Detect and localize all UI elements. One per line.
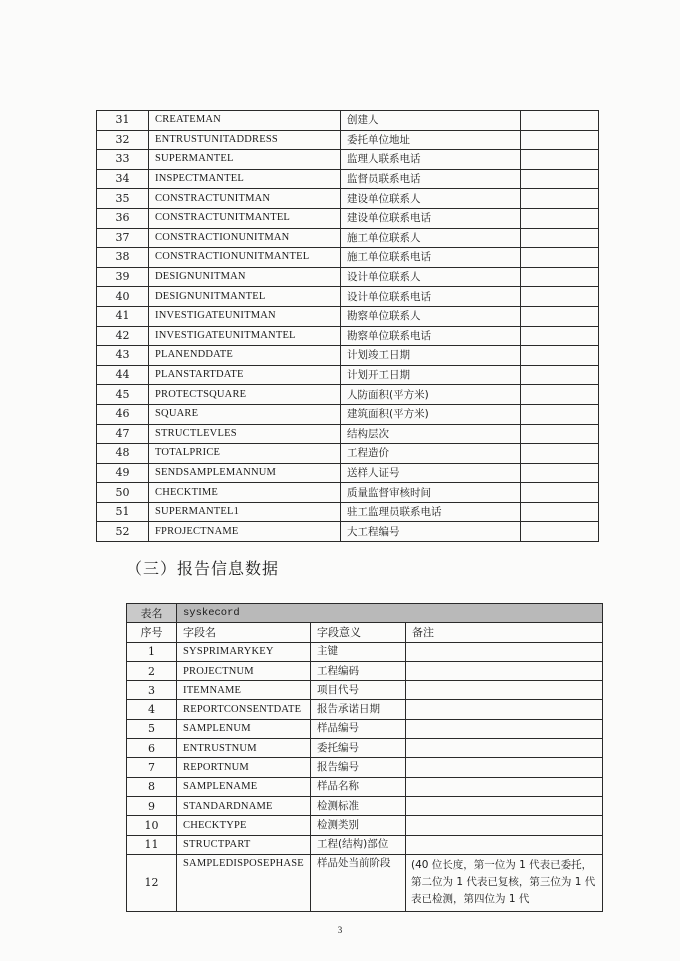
- row-meaning: 工程(结构)部位: [311, 835, 406, 854]
- table-row: [97, 346, 599, 366]
- row-no: 46: [97, 404, 149, 424]
- row-no: 42: [97, 326, 149, 346]
- row-field: SAMPLENUM: [177, 719, 311, 738]
- row-note: [406, 758, 603, 777]
- row-note: [406, 739, 603, 758]
- row-no: 48: [97, 444, 149, 464]
- row-meaning: 人防面积(平方米): [341, 385, 521, 405]
- row-no: 32: [97, 130, 149, 150]
- row-meaning: 监督员联系电话: [341, 169, 521, 189]
- row-no: 3: [127, 681, 177, 700]
- table-row: [97, 208, 599, 228]
- row-meaning: 项目代号: [311, 681, 406, 700]
- row-field: SAMPLENAME: [177, 777, 311, 796]
- table-row: [97, 228, 599, 248]
- row-field: STRUCTPART: [177, 835, 311, 854]
- row-no: 49: [97, 463, 149, 483]
- row-no: 6: [127, 739, 177, 758]
- row-no: 51: [97, 502, 149, 522]
- row-meaning: 计划竣工日期: [341, 346, 521, 366]
- row-no: 50: [97, 483, 149, 503]
- row-no: 43: [97, 346, 149, 366]
- table-row: [97, 444, 599, 464]
- row-field: ITEMNAME: [177, 681, 311, 700]
- table-row: [127, 739, 603, 758]
- row-no: 37: [97, 228, 149, 248]
- table-name-row: [127, 604, 603, 623]
- row-no: 40: [97, 287, 149, 307]
- row-no: 33: [97, 150, 149, 170]
- row-note: [521, 326, 599, 346]
- row-note: [406, 661, 603, 680]
- row-no: 34: [97, 169, 149, 189]
- table-header-row: [127, 623, 603, 642]
- table-row: [97, 189, 599, 209]
- table-name: syskecord: [177, 604, 603, 623]
- table-row: [127, 816, 603, 835]
- row-note: [406, 777, 603, 796]
- row-no: 38: [97, 248, 149, 268]
- row-field: ENTRUSTNUM: [177, 739, 311, 758]
- table-row: [97, 130, 599, 150]
- section-heading: （三）报告信息数据: [126, 559, 280, 578]
- row-field: CONSTRACTIONUNITMANTEL: [149, 248, 341, 268]
- row-meaning: 建设单位联系电话: [341, 208, 521, 228]
- row-no: 9: [127, 796, 177, 815]
- row-no: 47: [97, 424, 149, 444]
- row-no: 52: [97, 522, 149, 542]
- table-row: [127, 796, 603, 815]
- row-field: SUPERMANTEL: [149, 150, 341, 170]
- row-field: PROJECTNUM: [177, 661, 311, 680]
- row-meaning: 报告编号: [311, 758, 406, 777]
- row-field: CHECKTYPE: [177, 816, 311, 835]
- table-row: [127, 854, 603, 911]
- table-row: [127, 835, 603, 854]
- table-row: [97, 424, 599, 444]
- table-row: [97, 483, 599, 503]
- row-no: 7: [127, 758, 177, 777]
- table-row: [97, 306, 599, 326]
- page-number: 3: [337, 925, 343, 935]
- table-row: [97, 502, 599, 522]
- row-field: STRUCTLEVLES: [149, 424, 341, 444]
- row-meaning: 质量监督审核时间: [341, 483, 521, 503]
- row-note: [521, 306, 599, 326]
- row-note: [521, 346, 599, 366]
- row-field: CONSTRACTUNITMAN: [149, 189, 341, 209]
- row-meaning: 建设单位联系人: [341, 189, 521, 209]
- header-no: 序号: [127, 623, 177, 642]
- row-meaning: 报告承诺日期: [311, 700, 406, 719]
- row-meaning: 勘察单位联系人: [341, 306, 521, 326]
- row-no: 41: [97, 306, 149, 326]
- row-field: CHECKTIME: [149, 483, 341, 503]
- row-meaning: 样品名称: [311, 777, 406, 796]
- row-meaning: 建筑面积(平方米): [341, 404, 521, 424]
- row-note: [521, 404, 599, 424]
- row-meaning: 送样人证号: [341, 463, 521, 483]
- table-row: [127, 719, 603, 738]
- row-field: TOTALPRICE: [149, 444, 341, 464]
- row-no: 39: [97, 267, 149, 287]
- row-meaning: 委托编号: [311, 739, 406, 758]
- row-no: 8: [127, 777, 177, 796]
- table-row: [127, 700, 603, 719]
- row-field: SENDSAMPLEMANNUM: [149, 463, 341, 483]
- row-note: [406, 835, 603, 854]
- row-meaning: 委托单位地址: [341, 130, 521, 150]
- row-note: [406, 700, 603, 719]
- row-meaning: 工程造价: [341, 444, 521, 464]
- row-meaning: 勘察单位联系电话: [341, 326, 521, 346]
- table-row: [97, 111, 599, 131]
- table-row: [97, 248, 599, 268]
- table-row: [97, 150, 599, 170]
- row-meaning: 监理人联系电话: [341, 150, 521, 170]
- row-meaning: 设计单位联系电话: [341, 287, 521, 307]
- row-no: 35: [97, 189, 149, 209]
- row-no: 2: [127, 661, 177, 680]
- row-no: 12: [127, 854, 177, 911]
- table-label: 表名: [127, 604, 177, 623]
- table-row: [127, 642, 603, 661]
- table-row: [127, 681, 603, 700]
- row-meaning: 检测标准: [311, 796, 406, 815]
- row-field: REPORTCONSENTDATE: [177, 700, 311, 719]
- row-no: 1: [127, 642, 177, 661]
- row-note: [521, 483, 599, 503]
- table-report-fields: [126, 603, 603, 912]
- row-note: [406, 719, 603, 738]
- row-no: 44: [97, 365, 149, 385]
- table-row: [97, 169, 599, 189]
- row-note: [406, 642, 603, 661]
- row-note: [521, 287, 599, 307]
- row-field: DESIGNUNITMANTEL: [149, 287, 341, 307]
- row-note: (40 位长度，第一位为 1 代表已委托，第二位为 1 代表已复核，第三位为 1 代表已检测，第四位为 1 代: [406, 854, 603, 911]
- row-note: [521, 130, 599, 150]
- row-note: [521, 463, 599, 483]
- row-note: [521, 522, 599, 542]
- table-row: [97, 365, 599, 385]
- row-note: [521, 267, 599, 287]
- row-meaning: 结构层次: [341, 424, 521, 444]
- row-meaning: 驻工监理员联系电话: [341, 502, 521, 522]
- row-no: 45: [97, 385, 149, 405]
- row-note: [521, 444, 599, 464]
- row-meaning: 设计单位联系人: [341, 267, 521, 287]
- row-field: PROTECTSQUARE: [149, 385, 341, 405]
- header-meaning: 字段意义: [311, 623, 406, 642]
- row-note: [521, 228, 599, 248]
- row-field: INSPECTMANTEL: [149, 169, 341, 189]
- row-meaning: 施工单位联系电话: [341, 248, 521, 268]
- row-meaning: 工程编码: [311, 661, 406, 680]
- row-field: SUPERMANTEL1: [149, 502, 341, 522]
- row-meaning: 样品处当前阶段: [311, 854, 406, 911]
- table-row: [97, 287, 599, 307]
- table-row: [97, 385, 599, 405]
- row-note: [521, 248, 599, 268]
- row-field: INVESTIGATEUNITMAN: [149, 306, 341, 326]
- row-note: [521, 150, 599, 170]
- header-field: 字段名: [177, 623, 311, 642]
- row-meaning: 主键: [311, 642, 406, 661]
- row-field: SAMPLEDISPOSEPHASE: [177, 854, 311, 911]
- table-row: [97, 463, 599, 483]
- row-note: [521, 169, 599, 189]
- table-row: [97, 404, 599, 424]
- header-note: 备注: [406, 623, 603, 642]
- row-note: [521, 208, 599, 228]
- row-field: SYSPRIMARYKEY: [177, 642, 311, 661]
- table-row: [97, 326, 599, 346]
- row-field: CONSTRACTIONUNITMAN: [149, 228, 341, 248]
- row-meaning: 大工程编号: [341, 522, 521, 542]
- row-meaning: 计划开工日期: [341, 365, 521, 385]
- row-field: REPORTNUM: [177, 758, 311, 777]
- row-field: CREATEMAN: [149, 111, 341, 131]
- row-meaning: 检测类别: [311, 816, 406, 835]
- row-note: [406, 796, 603, 815]
- row-no: 5: [127, 719, 177, 738]
- row-field: PLANENDDATE: [149, 346, 341, 366]
- row-note: [521, 385, 599, 405]
- row-field: SQUARE: [149, 404, 341, 424]
- row-note: [521, 111, 599, 131]
- row-note: [521, 424, 599, 444]
- row-meaning: 样品编号: [311, 719, 406, 738]
- row-field: FPROJECTNAME: [149, 522, 341, 542]
- row-no: 11: [127, 835, 177, 854]
- row-note: [521, 365, 599, 385]
- row-no: 10: [127, 816, 177, 835]
- row-note: [406, 816, 603, 835]
- row-no: 31: [97, 111, 149, 131]
- table-project-fields-continued: [96, 110, 599, 542]
- row-note: [521, 189, 599, 209]
- row-note: [406, 681, 603, 700]
- row-field: DESIGNUNITMAN: [149, 267, 341, 287]
- row-field: STANDARDNAME: [177, 796, 311, 815]
- row-no: 36: [97, 208, 149, 228]
- row-field: PLANSTARTDATE: [149, 365, 341, 385]
- row-field: CONSTRACTUNITMANTEL: [149, 208, 341, 228]
- row-note: [521, 502, 599, 522]
- table-row: [127, 661, 603, 680]
- row-meaning: 施工单位联系人: [341, 228, 521, 248]
- table-row: [127, 758, 603, 777]
- table-row: [97, 522, 599, 542]
- table-row: [97, 267, 599, 287]
- row-field: ENTRUSTUNITADDRESS: [149, 130, 341, 150]
- row-field: INVESTIGATEUNITMANTEL: [149, 326, 341, 346]
- table-row: [127, 777, 603, 796]
- row-no: 4: [127, 700, 177, 719]
- row-meaning: 创建人: [341, 111, 521, 131]
